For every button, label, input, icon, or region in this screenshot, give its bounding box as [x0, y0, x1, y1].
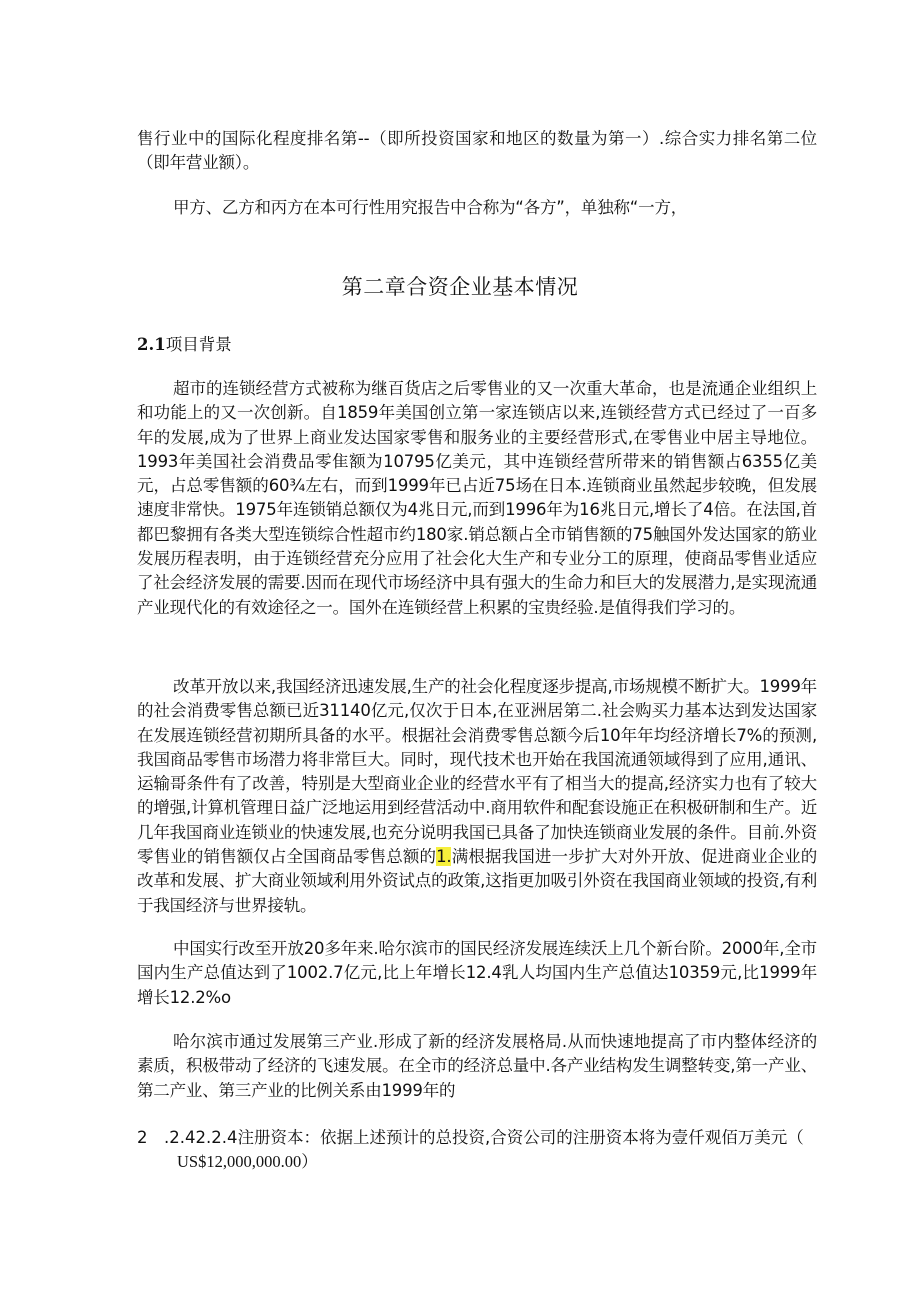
- registered-capital-clause: [137, 1126, 827, 1175]
- paragraph-text-before-highlight: 改革开放以来,我国经济迅速发展,生产的社会化程度逐步提高,市场规模不断扩大。1999年的社会消费零售总额已近31140亿元,仅次于日本,在亚洲居第二.社会购买力基本达到发达国家在发展连锁经营初期所具备的水平。根据社会消费零售总额今后10年年均经济增长7%的预测,我国商品零售市场潜力将非常巨大。同时，现代技术也开始在我国流通领域得到了应用,通讯、运输哥条件有了改善，特别是大型商业企业的经营水平有了相当大的提高,经济实力也有了较大的增强,计算机管理日益广泛地运用到经营活动中.商用软件和配套设施正在积极研制和生产。近几年我国商业连锁业的快速发展,也充分说明我国已具备了加快连锁商业发展的条件。目前.外资零售业的销售额仅占全国商品零售总额的: [137, 677, 817, 867]
- section-title: 项目背景: [165, 335, 232, 354]
- section-heading: [137, 331, 232, 355]
- paragraph-text-after-highlight: 满根据我国进一步扩大对外开放、促进商业企业的改革和发展、扩大商业领域利用外资试点的政策,这指更加吸引外资在我国商业领域的投资,有利于我国经济与世界接轨。: [137, 847, 817, 915]
- paragraph-china-retail-market: [137, 675, 817, 918]
- intro-paragraph-parties: 甲方、乙方和丙方在本可行性用究报告中合称为“各方”，单独称“一方，: [173, 198, 688, 217]
- paragraph-chain-store-history: 超市的连锁经营方式被称为继百货店之后零售业的又一次重大革命，也是流通企业组织上和功能上的又一次创新。自1859年美国创立第一家连锁店以来,连锁经营方式已经过了一百多年的发展,成为了世界上商业发达国家零售和服务业的主要经营形式,在零售业中居主导地位。1993年美国社会消费品零隹额为10795亿美元，其中连锁经营所带来的销售额占6355亿美元，占总零售额的60¾左右，而到1999年已占近75场在日本.连锁商业虽然起步较晚，但发展速度非常快。1975年连锁销总额仅为4兆日元,而到1996年为16兆日元,增长了4倍。在法国,首都巴黎拥有各类大型连锁综合性超市约180家.销总额占全市销售额的75触国外发达国家的筋业发展历程表明，由于连锁经营充分应用了社会化大生产和专业分工的原理，使商品零售业适应了社会经济发展的需要.因而在现代市场经济中具有强大的生命力和巨大的发展潜力,是实现流通产业现代化的有效途径之一。国外在连锁经营上积累的宝贵经验.是值得我们学习的。: [137, 379, 817, 617]
- section-number: 2.1: [137, 335, 166, 354]
- highlighted-text: 1.: [436, 847, 452, 867]
- chapter-title: 第二章合资企业基本情况: [341, 275, 579, 299]
- intro-paragraph-ranking: 售行业中的国际化程度排名第--（即所投资国家和地区的数量为第一）.综合实力排名第二位（即年营业额）。: [137, 129, 817, 173]
- paragraph-tertiary-industry: 哈尔滨市通过发展第三产业.形成了新的经济发展格局.从而快速地提高了市内整体经济的素质，积极带动了经济的飞速发展。在全市的经济总量中.各产业结构发生调整转变,第一产业、第二产业、第三产业的比例关系由1999年的: [137, 1032, 817, 1100]
- paragraph-harbin-economy: 中国实行改至开放20多年来.哈尔滨市的国民经济发展连续沃上几个新台阶。2000年,全市国内生产总值达到了1002.7亿元,比上年增长12.4乳人均国内生产总值达10359元,比1999年增长12.2%o: [137, 939, 817, 1007]
- registered-capital-amount: US$12,000,000.00）: [177, 1152, 318, 1172]
- registered-capital-line-1: 2 .2.42.2.4注册资本：依据上述预计的总投资,合资公司的注册资本将为壹仟观佰万美元（: [137, 1128, 804, 1147]
